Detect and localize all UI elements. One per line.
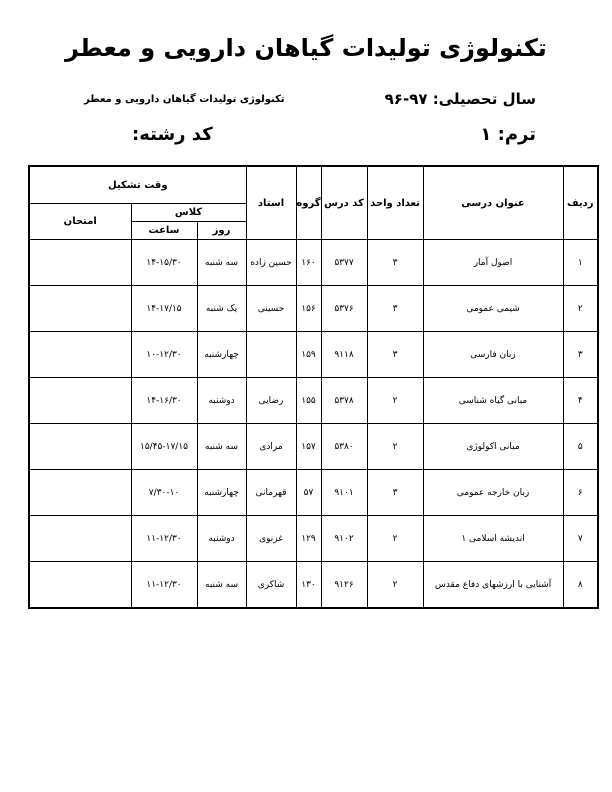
table-row bbox=[29, 332, 598, 378]
cell-exam bbox=[29, 516, 131, 562]
cell-course-code: ۵۳۷۶ bbox=[321, 286, 367, 332]
table-row bbox=[29, 378, 598, 424]
cell-course-title: اندیشه اسلامی ۱ bbox=[423, 516, 563, 562]
course-schedule-table bbox=[28, 165, 599, 609]
header-units: تعداد واحد bbox=[367, 166, 423, 240]
header-day: روز bbox=[197, 222, 246, 240]
cell-units: ۳ bbox=[367, 286, 423, 332]
cell-row-number: ۱ bbox=[563, 240, 598, 286]
cell-course-code: ۹۱۱۸ bbox=[321, 332, 367, 378]
cell-course-code: ۵۳۷۸ bbox=[321, 378, 367, 424]
cell-units: ۳ bbox=[367, 240, 423, 286]
header-course-code: کد درس bbox=[321, 166, 367, 240]
cell-units: ۲ bbox=[367, 516, 423, 562]
term-label: ترم: ۱ bbox=[480, 124, 536, 145]
cell-teacher: مرادی bbox=[246, 424, 296, 470]
table-row bbox=[29, 424, 598, 470]
document-title: تکنولوژی تولیدات گیاهان دارویی و معطر bbox=[65, 34, 547, 62]
cell-exam bbox=[29, 332, 131, 378]
cell-day: سه شنبه bbox=[197, 424, 246, 470]
cell-course-title: شیمی عمومی bbox=[423, 286, 563, 332]
cell-time: ۱۵/۴۵-۱۷/۱۵ bbox=[131, 424, 197, 470]
cell-row-number: ۳ bbox=[563, 332, 598, 378]
cell-day: سه شنبه bbox=[197, 240, 246, 286]
cell-day: دوشنبه bbox=[197, 516, 246, 562]
cell-row-number: ۸ bbox=[563, 562, 598, 609]
program-subtitle: تکنولوژی تولیدات گیاهان دارویی و معطر bbox=[84, 94, 285, 105]
cell-row-number: ۲ bbox=[563, 286, 598, 332]
table-row bbox=[29, 286, 598, 332]
cell-teacher: رضایی bbox=[246, 378, 296, 424]
header-exam: امتحان bbox=[29, 204, 131, 240]
cell-course-title: اصول آمار bbox=[423, 240, 563, 286]
cell-course-code: ۵۳۸۰ bbox=[321, 424, 367, 470]
header-group: گروه bbox=[296, 166, 321, 240]
table-row bbox=[29, 562, 598, 609]
cell-exam bbox=[29, 470, 131, 516]
cell-row-number: ۷ bbox=[563, 516, 598, 562]
header-time: ساعت bbox=[131, 222, 197, 240]
cell-time: ۱۴-۱۵/۳۰ bbox=[131, 240, 197, 286]
header-course-title: عنوان درسی bbox=[423, 166, 563, 240]
table-row bbox=[29, 240, 598, 286]
cell-group: ۱۵۵ bbox=[296, 378, 321, 424]
cell-group: ۵۷ bbox=[296, 470, 321, 516]
cell-teacher: حسین زاده bbox=[246, 240, 296, 286]
header-class: کلاس bbox=[131, 204, 246, 222]
cell-course-title: زبان فارسی bbox=[423, 332, 563, 378]
cell-row-number: ۶ bbox=[563, 470, 598, 516]
cell-course-title: مبانی گیاه شناسی bbox=[423, 378, 563, 424]
academic-year: سال تحصیلی: ۹۷-۹۶ bbox=[384, 90, 536, 108]
cell-exam bbox=[29, 240, 131, 286]
table-row bbox=[29, 470, 598, 516]
header-teacher: استاد bbox=[246, 166, 296, 240]
cell-course-title: مبانی اکولوژی bbox=[423, 424, 563, 470]
cell-exam bbox=[29, 562, 131, 609]
cell-units: ۳ bbox=[367, 332, 423, 378]
cell-time: ۱۴-۱۷/۱۵ bbox=[131, 286, 197, 332]
cell-course-title: زبان خارجه عمومی bbox=[423, 470, 563, 516]
cell-course-code: ۹۱۰۱ bbox=[321, 470, 367, 516]
cell-day: چهارشنبه bbox=[197, 332, 246, 378]
table-row bbox=[29, 516, 598, 562]
cell-group: ۱۵۹ bbox=[296, 332, 321, 378]
cell-group: ۱۵۷ bbox=[296, 424, 321, 470]
cell-exam bbox=[29, 286, 131, 332]
cell-course-code: ۹۱۲۶ bbox=[321, 562, 367, 609]
cell-group: ۱۳۰ bbox=[296, 562, 321, 609]
cell-teacher: حسینی bbox=[246, 286, 296, 332]
cell-teacher: شاکری bbox=[246, 562, 296, 609]
cell-group: ۱۲۹ bbox=[296, 516, 321, 562]
cell-course-code: ۹۱۰۲ bbox=[321, 516, 367, 562]
cell-time: ۱۱-۱۲/۳۰ bbox=[131, 516, 197, 562]
header-row-number: ردیف bbox=[563, 166, 598, 240]
cell-time: ۱۰-۱۲/۳۰ bbox=[131, 332, 197, 378]
cell-exam bbox=[29, 378, 131, 424]
header-schedule: وقت تشکیل bbox=[29, 166, 246, 204]
cell-group: ۱۵۶ bbox=[296, 286, 321, 332]
cell-course-title: آشنایی با ارزشهای دفاع مقدس bbox=[423, 562, 563, 609]
cell-day: سه شنبه bbox=[197, 562, 246, 609]
cell-units: ۲ bbox=[367, 378, 423, 424]
cell-units: ۲ bbox=[367, 562, 423, 609]
cell-teacher bbox=[246, 332, 296, 378]
cell-day: یک شنبه bbox=[197, 286, 246, 332]
cell-time: ۱۱-۱۲/۳۰ bbox=[131, 562, 197, 609]
cell-teacher: غزنوی bbox=[246, 516, 296, 562]
cell-exam bbox=[29, 424, 131, 470]
cell-units: ۳ bbox=[367, 470, 423, 516]
cell-group: ۱۶۰ bbox=[296, 240, 321, 286]
cell-units: ۲ bbox=[367, 424, 423, 470]
cell-time: ۷/۳۰-۱۰ bbox=[131, 470, 197, 516]
cell-time: ۱۴-۱۶/۳۰ bbox=[131, 378, 197, 424]
cell-row-number: ۵ bbox=[563, 424, 598, 470]
cell-course-code: ۵۳۷۷ bbox=[321, 240, 367, 286]
cell-day: چهارشنبه bbox=[197, 470, 246, 516]
cell-row-number: ۴ bbox=[563, 378, 598, 424]
cell-day: دوشنبه bbox=[197, 378, 246, 424]
program-code-label: کد رشته: bbox=[132, 124, 213, 145]
cell-teacher: قهرمانی bbox=[246, 470, 296, 516]
